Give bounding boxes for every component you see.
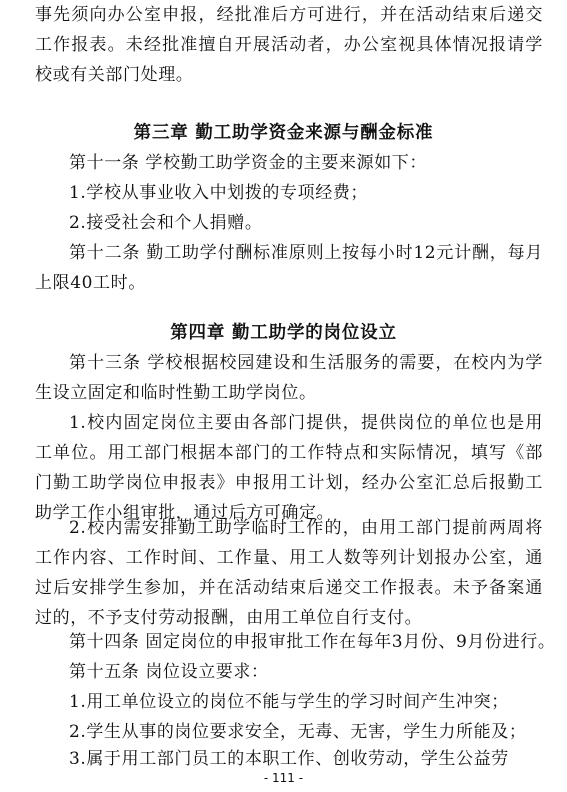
article-13: 第十三条 学校根据校园建设和生活服务的需要，在校内为学生设立固定和临时性勤工助学岗位。 <box>35 353 543 403</box>
article-11-item-2: 2.接受社会和个人捐赠。 <box>69 213 263 233</box>
chapter-3-heading: 第三章 勤工助学资金来源与酬金标准 <box>133 123 434 143</box>
article-11: 第十一条 学校勤工助学资金的主要来源如下： <box>69 153 428 173</box>
article-11-item-1: 1.学校从事业收入中划拨的专项经费； <box>69 183 369 203</box>
article-13-item-1: 1.校内固定岗位主要由各部门提供，提供岗位的单位也是用工单位。用工部门根据本部门的工作特点和实际情况，填写《部门勤工助学岗位申报表》申报用工计划，经办公室汇总后报勤工助学工作小组审批，通过后方可确定。 <box>35 413 543 523</box>
article-15-item-2: 2.学生从事的岗位要求安全，无毒、无害，学生力所能及； <box>69 722 527 742</box>
article-15: 第十五条 岗位设立要求： <box>69 662 269 682</box>
paragraph-intro-continuation: 事先须向办公室申报，经批准后方可进行，并在活动结束后递交工作报表。未经批准擅自开展活动者，办公室视具体情况报请学校或有关部门处理。 <box>35 5 543 85</box>
article-12: 第十二条 勤工助学付酬标准原则上按每小时12元计酬，每月上限40工时。 <box>35 243 543 293</box>
chapter-4-heading: 第四章 勤工助学的岗位设立 <box>170 323 397 343</box>
article-15-item-3: 3.属于用工部门员工的本职工作、创收劳动，学生公益劳 <box>69 749 509 769</box>
page-number: - 111 - <box>263 771 304 785</box>
article-14: 第十四条 固定岗位的申报审批工作在每年3月份、9月份进行。 <box>69 632 556 652</box>
article-15-item-1: 1.用工单位设立的岗位不能与学生的学习时间产生冲突； <box>69 692 509 712</box>
article-13-item-2: 2.校内需安排勤工助学临时工作的，由用工部门提前两周将工作内容、工作时间、工作量、用工人数等列计划报办公室，通过后安排学生参加，并在活动结束后递交工作报表。未予备案通过的，不予支付劳动报酬，由用工单位自行支付。 <box>35 518 543 628</box>
